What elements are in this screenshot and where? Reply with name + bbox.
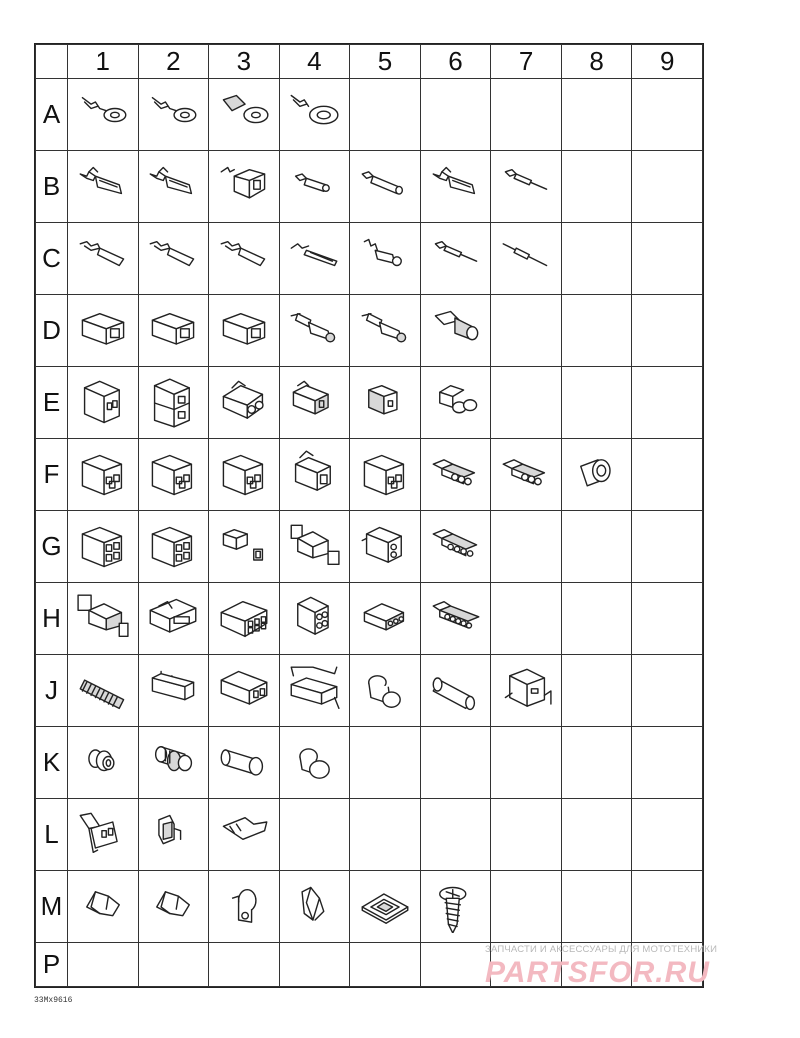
grid-row-j (36, 655, 703, 727)
grid-cell-d9 (632, 295, 703, 367)
grid-cell-l3 (209, 799, 280, 871)
grid-cell-p6 (420, 943, 491, 987)
grid-cell-f2 (138, 439, 209, 511)
sealed-terminal-icon (350, 305, 420, 357)
grid-row-k (36, 727, 703, 799)
connector-bracket-icon (68, 809, 138, 861)
corner-cell (36, 45, 68, 79)
pin-terminal-icon (491, 161, 561, 213)
grid-cell-k9 (632, 727, 703, 799)
grid-cell-l5 (350, 799, 421, 871)
bullet-terminal-icon (280, 161, 350, 213)
grid-cell-g5 (350, 511, 421, 583)
grid-cell-m1 (68, 871, 139, 943)
grid-cell-d5 (350, 295, 421, 367)
relay-icon (491, 665, 561, 717)
grid-cell-p2 (138, 943, 209, 987)
single-connector-housing-icon (139, 305, 209, 357)
row-label-p: P (36, 943, 68, 987)
fuse-holder-icon (209, 665, 279, 717)
grid-cell-m3 (209, 871, 280, 943)
grid-cell-a8 (561, 79, 632, 151)
grid-cell-j6 (420, 655, 491, 727)
grid-cell-p5 (350, 943, 421, 987)
grid-row-d (36, 295, 703, 367)
bulkhead-grommet-icon (139, 737, 209, 789)
grid-cell-f8 (561, 439, 632, 511)
single-connector-housing-icon (209, 305, 279, 357)
self-tapping-screw-icon (421, 881, 491, 933)
three-pin-latch-connector-icon (280, 449, 350, 501)
row-label-h: H (36, 583, 68, 655)
single-connector-housing-icon (68, 305, 138, 357)
grid-cell-d7 (491, 295, 562, 367)
grid-cell-p9 (632, 943, 703, 987)
grid-cell-d1 (68, 295, 139, 367)
connector-with-seal-icon (280, 521, 350, 573)
grid-cell-g4 (279, 511, 350, 583)
column-header-3: 3 (209, 45, 280, 79)
grid-cell-d3 (209, 295, 280, 367)
row-label-k: K (36, 727, 68, 799)
four-pin-connector-icon (139, 521, 209, 573)
grid-row-c (36, 223, 703, 295)
grid-cell-m7 (491, 871, 562, 943)
column-header-5: 5 (350, 45, 421, 79)
corrugated-sleeve-icon (68, 665, 138, 717)
grid-cell-l9 (632, 799, 703, 871)
grid-cell-j7 (491, 655, 562, 727)
grid-cell-j2 (138, 655, 209, 727)
grid-cell-m4 (279, 871, 350, 943)
grid-cell-g1 (68, 511, 139, 583)
grid-cell-l4 (279, 799, 350, 871)
male-spade-terminal-icon (209, 233, 279, 285)
grid-cell-j9 (632, 655, 703, 727)
row-label-d: D (36, 295, 68, 367)
grid-cell-l1 (68, 799, 139, 871)
grid-cell-g6 (420, 511, 491, 583)
female-spade-terminal-icon (421, 161, 491, 213)
grid-cell-k3 (209, 727, 280, 799)
grid-cell-h7 (491, 583, 562, 655)
two-pin-latch-connector-icon (280, 377, 350, 429)
grid-cell-d4 (279, 295, 350, 367)
grid-cell-c2 (138, 223, 209, 295)
row-label-m: M (36, 871, 68, 943)
row-label-c: C (36, 223, 68, 295)
sealed-connector-icon (421, 305, 491, 357)
three-pin-connector-icon (209, 449, 279, 501)
grid-cell-l6 (420, 799, 491, 871)
grid-cell-g3 (209, 511, 280, 583)
grid-cell-p1 (68, 943, 139, 987)
grid-row-a (36, 79, 703, 151)
grid-cell-b2 (138, 151, 209, 223)
female-terminal-housing-icon (209, 161, 279, 213)
push-in-clip-icon (280, 881, 350, 933)
row-label-a: A (36, 79, 68, 151)
column-header-7: 7 (491, 45, 562, 79)
grid-row-p (36, 943, 703, 987)
male-spade-terminal-icon (139, 233, 209, 285)
grid-cell-d6 (420, 295, 491, 367)
figure-code: 33Mx9616 (34, 996, 73, 1005)
grid-cell-f4 (279, 439, 350, 511)
watermark-tagline: ЗАПЧАСТИ И АКСЕССУАРЫ ДЛЯ МОТОТЕХНИКИ (485, 944, 718, 955)
grid-cell-b4 (279, 151, 350, 223)
column-header-1: 1 (68, 45, 139, 79)
grid-cell-g9 (632, 511, 703, 583)
grid-cell-j1 (68, 655, 139, 727)
grid-row-b (36, 151, 703, 223)
receptacle-terminal-icon (350, 233, 420, 285)
two-pin-bullet-connector-icon (421, 377, 491, 429)
watermark-logo: PARTSFOR.RU (485, 956, 710, 989)
grid-cell-a7 (491, 79, 562, 151)
grid-cell-j4 (279, 655, 350, 727)
grid-cell-c3 (209, 223, 280, 295)
cable-clip-icon (68, 881, 138, 933)
lock-tab-icon (209, 809, 279, 861)
grid-cell-c4 (279, 223, 350, 295)
grid-cell-p8 (561, 943, 632, 987)
grid-cell-h1 (68, 583, 139, 655)
grid-cell-h9 (632, 583, 703, 655)
grid-cell-d8 (561, 295, 632, 367)
multi-pin-connector-icon (139, 593, 209, 645)
two-pin-small-connector-icon (350, 377, 420, 429)
row-label-l: L (36, 799, 68, 871)
grid-cell-b3 (209, 151, 280, 223)
three-pin-connector-icon (68, 449, 138, 501)
grid-cell-c1 (68, 223, 139, 295)
grid-cell-h5 (350, 583, 421, 655)
grid-cell-h4 (279, 583, 350, 655)
grid-cell-c8 (561, 223, 632, 295)
row-label-b: B (36, 151, 68, 223)
grid-cell-m9 (632, 871, 703, 943)
grid-cell-m6 (420, 871, 491, 943)
grid-cell-j8 (561, 655, 632, 727)
column-header-4: 4 (279, 45, 350, 79)
row-label-g: G (36, 511, 68, 583)
multi-pin-latch-connector-icon (350, 593, 420, 645)
grid-cell-a1 (68, 79, 139, 151)
grid-cell-l8 (561, 799, 632, 871)
ring-terminal-large-icon (280, 89, 350, 141)
grid-cell-e5 (350, 367, 421, 439)
grid-cell-b6 (420, 151, 491, 223)
column-header-row (36, 45, 703, 79)
grid-cell-f3 (209, 439, 280, 511)
grid-cell-h8 (561, 583, 632, 655)
grid-cell-e3 (209, 367, 280, 439)
multi-pin-sealed-connector-icon (421, 593, 491, 645)
two-pin-stacked-connector-icon (139, 377, 209, 429)
grid-row-e (36, 367, 703, 439)
grid-cell-m8 (561, 871, 632, 943)
two-pin-round-connector-icon (209, 377, 279, 429)
four-pin-latch-connector-icon (350, 521, 420, 573)
grid-row-h (36, 583, 703, 655)
grid-cell-d2 (138, 295, 209, 367)
grid-cell-b5 (350, 151, 421, 223)
three-pin-connector-icon (139, 449, 209, 501)
ring-terminal-insulated-icon (209, 89, 279, 141)
grid-cell-b9 (632, 151, 703, 223)
male-spade-long-terminal-icon (280, 233, 350, 285)
female-spade-terminal-icon (139, 161, 209, 213)
grid-cell-e6 (420, 367, 491, 439)
ring-terminal-icon (139, 89, 209, 141)
grid-cell-c6 (420, 223, 491, 295)
grid-cell-p3 (209, 943, 280, 987)
cable-clip-icon (139, 881, 209, 933)
grid-cell-g7 (491, 511, 562, 583)
three-pin-connector-icon (350, 449, 420, 501)
grid-cell-e7 (491, 367, 562, 439)
grid-cell-g2 (138, 511, 209, 583)
parts-table (35, 44, 703, 987)
heat-shrink-tube-icon (421, 665, 491, 717)
grid-cell-e4 (279, 367, 350, 439)
parts-grid (34, 43, 704, 988)
grid-row-m (36, 871, 703, 943)
rubber-plug-icon (209, 737, 279, 789)
grid-cell-b1 (68, 151, 139, 223)
grid-row-g (36, 511, 703, 583)
grid-cell-k2 (138, 727, 209, 799)
grid-cell-a9 (632, 79, 703, 151)
grid-cell-e2 (138, 367, 209, 439)
grid-cell-a4 (279, 79, 350, 151)
grid-cell-c7 (491, 223, 562, 295)
grid-cell-l2 (138, 799, 209, 871)
bullet-terminal-long-icon (350, 161, 420, 213)
grid-row-f (36, 439, 703, 511)
grid-cell-c9 (632, 223, 703, 295)
grid-cell-a2 (138, 79, 209, 151)
three-pin-sealed-connector-icon (491, 449, 561, 501)
two-pin-connector-icon (68, 377, 138, 429)
female-spade-terminal-icon (68, 161, 138, 213)
grid-cell-k5 (350, 727, 421, 799)
grid-cell-k7 (491, 727, 562, 799)
grid-cell-j5 (350, 655, 421, 727)
adhesive-cable-mount-icon (350, 881, 420, 933)
grid-cell-e9 (632, 367, 703, 439)
grommet-icon (68, 737, 138, 789)
grid-cell-p7 (491, 943, 562, 987)
grid-cell-m5 (350, 871, 421, 943)
grid-cell-k1 (68, 727, 139, 799)
grid-cell-p4 (279, 943, 350, 987)
sealed-terminal-icon (280, 305, 350, 357)
pin-terminal-thin-icon (491, 233, 561, 285)
four-pin-connector-icon (68, 521, 138, 573)
row-label-e: E (36, 367, 68, 439)
column-header-6: 6 (420, 45, 491, 79)
fuse-icon (139, 665, 209, 717)
grid-cell-a5 (350, 79, 421, 151)
grid-row-l (36, 799, 703, 871)
grid-cell-a3 (209, 79, 280, 151)
cap-plug-icon (280, 737, 350, 789)
grid-cell-b7 (491, 151, 562, 223)
grid-cell-k4 (279, 727, 350, 799)
grid-cell-m2 (138, 871, 209, 943)
grid-cell-k8 (561, 727, 632, 799)
column-header-9: 9 (632, 45, 703, 79)
grid-cell-b8 (561, 151, 632, 223)
grommet-plug-icon (350, 665, 420, 717)
six-pin-compact-connector-icon (280, 593, 350, 645)
grid-cell-a6 (420, 79, 491, 151)
grid-cell-h6 (420, 583, 491, 655)
grid-cell-h2 (138, 583, 209, 655)
row-label-f: F (36, 439, 68, 511)
grid-cell-f9 (632, 439, 703, 511)
column-header-8: 8 (561, 45, 632, 79)
grid-cell-c5 (350, 223, 421, 295)
fuse-holder-with-wires-icon (280, 665, 350, 717)
four-pin-sealed-connector-icon (421, 521, 491, 573)
column-header-2: 2 (138, 45, 209, 79)
grid-cell-l7 (491, 799, 562, 871)
three-pin-sealed-connector-icon (421, 449, 491, 501)
p-clamp-icon (209, 881, 279, 933)
six-pin-connector-icon (209, 593, 279, 645)
grid-body (36, 79, 703, 987)
grid-cell-f1 (68, 439, 139, 511)
male-spade-terminal-icon (68, 233, 138, 285)
grid-cell-f6 (420, 439, 491, 511)
grid-cell-e1 (68, 367, 139, 439)
retaining-clip-icon (139, 809, 209, 861)
small-connector-with-seal-icon (209, 521, 279, 573)
grid-cell-f7 (491, 439, 562, 511)
row-label-j: J (36, 655, 68, 727)
grid-cell-j3 (209, 655, 280, 727)
grid-cell-f5 (350, 439, 421, 511)
grid-cell-k6 (420, 727, 491, 799)
grid-cell-g8 (561, 511, 632, 583)
grid-cell-h3 (209, 583, 280, 655)
ring-terminal-icon (68, 89, 138, 141)
boot-cap-icon (562, 449, 632, 501)
grid-cell-e8 (561, 367, 632, 439)
multi-pin-connector-with-seal-icon (68, 593, 138, 645)
pin-terminal-icon (421, 233, 491, 285)
